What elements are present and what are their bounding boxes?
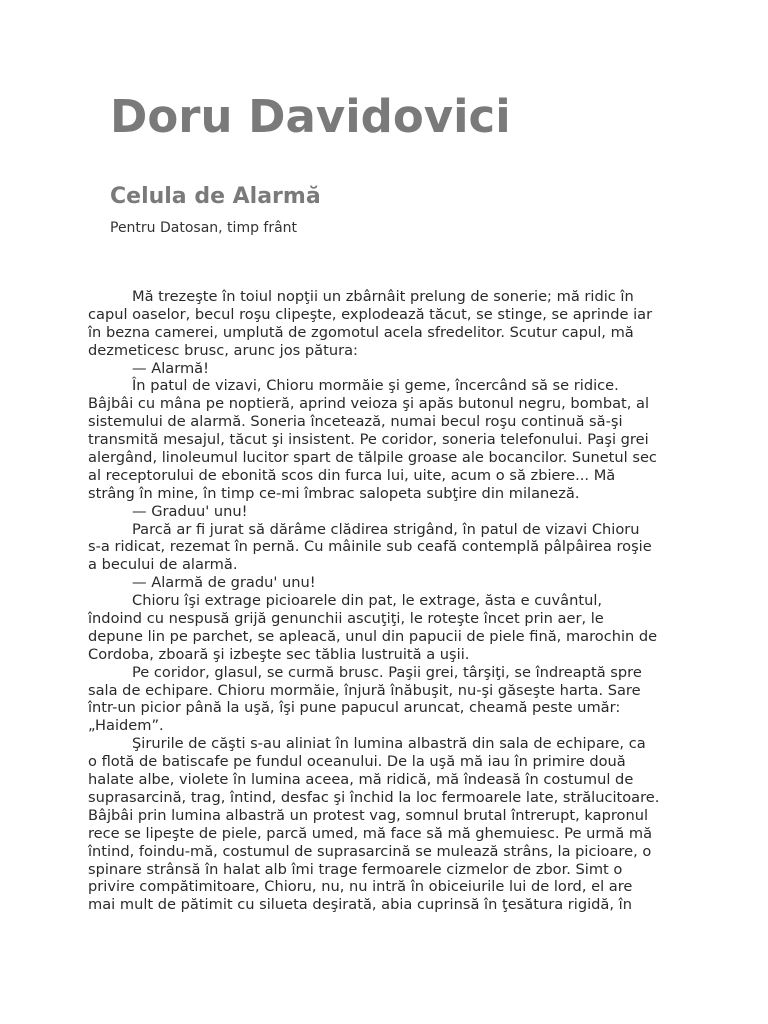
body-line: o flotă de batiscafe pe fundul oceanului. De la uşă mă iau în primire două (88, 753, 626, 771)
body-line: Cordoba, zboară şi izbeşte sec tăblia lustruită a uşii. (88, 645, 470, 663)
body-line: Chioru îşi extrage picioarele din pat, le extrage, ăsta e cuvântul, (132, 592, 603, 610)
body-line: depune lin pe parchet, se apleacă, unul din papucii de piele fină, marochin de (88, 627, 658, 645)
body-line: alergând, linoleumul lucitor spart de tălpile groase ale bocancilor. Sunetul sec (88, 449, 657, 467)
body-line: sistemului de alarmă. Soneria încetează, numai becul roşu continuă să-şi (88, 413, 623, 431)
body-line: întind, foindu-mă, costumul de suprasarcină se mulează strâns, la picioare, o (88, 842, 652, 860)
body-line: Şirurile de căşti s-au aliniat în lumina albastră din sala de echipare, ca (132, 735, 646, 753)
body-line: într-un picior până la uşă, îşi pune papucul aruncat, cheamă peste umăr: (88, 699, 621, 717)
body-line: al receptorului de ebonită scos din furca lui, uite, acum o să zbiere... Mă (88, 466, 616, 484)
story-body (88, 288, 688, 914)
body-line: sala de echipare. Chioru mormăie, înjură înăbuşit, nu-şi găseşte harta. Sare (88, 681, 641, 699)
body-line: Pe coridor, glasul, se curmă brusc. Paşii grei, târşiţi, se îndreaptă spre (132, 663, 642, 681)
body-line: rece se lipeşte de piele, parcă umed, mă face să mă ghemuiesc. Pe urmă mă (88, 824, 653, 842)
body-line: privire compătimitoare, Chioru, nu, nu intră în obiceiurile lui de lord, el are (88, 878, 633, 896)
body-line: Bâjbâi prin lumina albastră un protest vag, somnul brutal întrerupt, kapronul (88, 806, 648, 824)
body-line: a becului de alarmă. (88, 556, 238, 574)
author-name: Doru Davidovici (110, 90, 511, 143)
body-line: în bezna camerei, umplută de zgomotul acela sfredelitor. Scutur capul, mă (88, 323, 634, 341)
body-line: În patul de vizavi, Chioru mormăie şi geme, încercând să se ridice. (132, 377, 619, 395)
body-line: suprasarcină, trag, întind, desfac şi închid la loc fermoarele late, strălucitoare. (88, 788, 660, 806)
body-line: — Graduu' unu! (132, 502, 248, 520)
body-line: strâng în mine, în timp ce-mi îmbrac salopeta subţire din milaneză. (88, 484, 580, 502)
body-line: îndoind cu nespusă grijă genunchii ascuţiţi, le roteşte încet prin aer, le (88, 610, 604, 628)
dedication-line: Pentru Datosan, timp frânt (110, 220, 298, 236)
body-line: dezmeticesc brusc, arunc jos pătura: (88, 341, 358, 359)
body-line: spinare strânsă în halat alb îmi trage fermoarele cizmelor de zbor. Simt o (88, 860, 623, 878)
body-line: mai mult de pătimit cu silueta deşirată, abia cuprinsă în ţesătura rigidă, în (88, 896, 632, 914)
body-line: transmită mesajul, tăcut şi insistent. Pe coridor, soneria telefonului. Paşi grei (88, 431, 649, 449)
body-line: Parcă ar fi jurat să dărâme clădirea strigând, în patul de vizavi Chioru (132, 520, 640, 538)
body-line: Bâjbâi cu mâna pe noptieră, aprind veioza şi apăs butonul negru, bombat, al (88, 395, 650, 413)
body-line: capul oaselor, becul roşu clipeşte, explodează tăcut, se stinge, se aprinde iar (88, 305, 653, 323)
body-line: halate albe, violete în lumina aceea, mă ridică, mă îndeasă în costumul de (88, 771, 634, 789)
body-line: — Alarmă de gradu' unu! (132, 574, 316, 592)
body-line: — Alarmă! (132, 359, 209, 377)
body-line: s-a ridicat, rezemat în pernă. Cu mâinile sub ceafă contemplă pâlpâirea roşie (88, 538, 652, 556)
body-line: „Haidem”. (88, 717, 164, 735)
body-line: Mă trezeşte în toiul nopţii un zbârnâit prelung de sonerie; mă ridic în (132, 288, 634, 305)
story-title: Celula de Alarmă (110, 184, 321, 209)
